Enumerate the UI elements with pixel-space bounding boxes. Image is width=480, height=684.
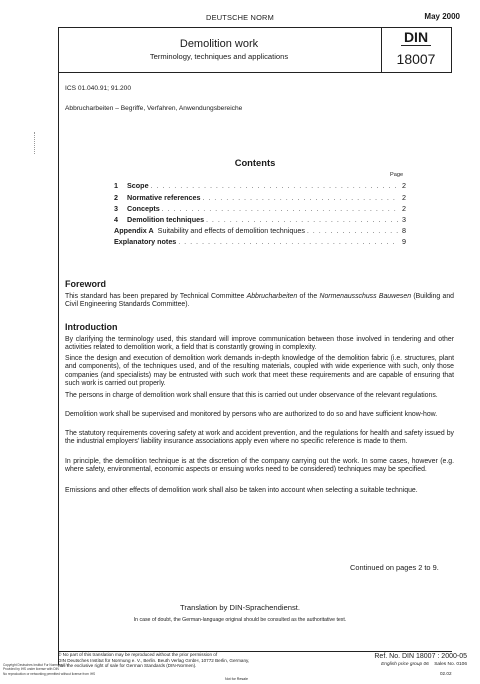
toc-leader (206, 217, 398, 224)
toc-item[interactable] (114, 204, 406, 213)
toc-notes-label: Explanatory notes (114, 237, 177, 246)
reference-number: Ref. No. DIN 18007 : 2000-05 (374, 653, 467, 660)
toc-appendix-title: Suitability and effects of demolition techniques (157, 226, 305, 235)
toc-item[interactable] (114, 215, 406, 224)
toc-item[interactable] (114, 181, 406, 190)
document-subtitle: Terminology, techniques and applications (149, 52, 289, 61)
issue-date: May 2000 (424, 12, 460, 21)
sales-number: Sales No. 0106 (434, 662, 467, 667)
toc-item-page: 2 (402, 181, 406, 190)
introduction-paragraph: The statutory requirements covering safety at work and accident prevention, and the regulations for health and safety issued by the industrial employers’ liability insurance associations apply even where no specific reference is made to them. (65, 430, 454, 446)
toc-item-number: 1 (114, 181, 118, 190)
foreword-text-part: This standard has been prepared by Technical Committee (65, 293, 247, 300)
german-title: Abbrucharbeiten – Begriffe, Verfahren, Anwendungsbereiche (65, 105, 243, 112)
license-line: Copyright Deutsches Institut Fur Normung E.V. (3, 663, 70, 667)
margin-marks (34, 132, 36, 154)
toc-item-number: 4 (114, 215, 118, 224)
toc-item-number: 3 (114, 204, 118, 213)
toc-item-label: Demolition techniques (127, 215, 205, 224)
toc-item[interactable] (114, 193, 406, 202)
toc-leader (151, 183, 398, 190)
translation-credit: Translation by DIN-Sprachendienst. (179, 603, 300, 612)
foreword-text (65, 293, 454, 310)
toc-appendix-page: 8 (402, 226, 406, 235)
committee-name: Abbrucharbeiten (246, 293, 298, 300)
toc-item-label: Normative references (127, 193, 201, 202)
introduction-paragraph: The persons in charge of demolition work shall ensure that this is carried out under observance of the relevant regulations. (65, 392, 438, 399)
toc-item-page: 3 (402, 215, 406, 224)
license-line: Provided by IHS under license with DIN (3, 667, 59, 671)
toc-item-number: 2 (114, 193, 118, 202)
license-line: No reproduction or networking permitted without license from IHS (3, 672, 96, 676)
toc-leader (307, 228, 398, 235)
foreword-heading: Foreword (65, 279, 107, 289)
din-logo-text: DIN (401, 29, 431, 46)
standard-number: 18007 (396, 51, 436, 67)
toc-notes-page: 9 (402, 237, 406, 246)
price-info (345, 662, 467, 667)
toc-leader (203, 195, 398, 202)
copyright-notice (58, 652, 249, 669)
copyright-line: has the exclusive right of sale for German Standards (DIN-Normen). (58, 663, 197, 669)
introduction-paragraph: Demolition work shall be supervised and monitored by persons who are authorized to do so and have sufficient know-how. (65, 411, 438, 418)
toc-notes[interactable] (114, 237, 406, 246)
toc-item-page: 2 (402, 193, 406, 202)
copyright-line: DIN Deutsches Institut für Normung e. V., Berlin. Beuth Verlag GmbH, 10772 Berlin, Germany, (58, 657, 250, 663)
standards-body-name: Normenausschuss Bauwesen (319, 293, 412, 300)
din-logo (380, 31, 452, 44)
document-title: Demolition work (179, 38, 259, 50)
toc-appendix[interactable] (114, 226, 406, 235)
edition-code: 02.02 (440, 671, 452, 676)
toc-item-label: Scope (127, 181, 149, 190)
page-column-label: Page (390, 172, 404, 178)
not-for-resale: Not for Resale (225, 677, 248, 681)
introduction-paragraph: Since the design and execution of demolition work demands in-depth knowledge of the demolition fabric (i.e. structures, plant and components), of the techniques used, and of the resulting materials, coupled with wide experience with such, only those companies (and specialists) may be entrusted with such work that meet these requirements and are capable of ensuring that such work is carried out properly. (65, 355, 454, 388)
document-type-label: DEUTSCHE NORM (206, 13, 274, 22)
contents-heading: Contents (234, 157, 276, 168)
toc-appendix-label: Appendix A (114, 226, 154, 235)
ics-code: ICS 01.040.91; 91.200 (65, 85, 131, 92)
copyright-line: © No part of this translation may be reproduced without the prior permission of (58, 652, 218, 657)
introduction-paragraph: Emissions and other effects of demolition work shall also be taken into account when selecting a suitable technique. (65, 487, 418, 494)
continuation-note: Continued on pages 2 to 9. (350, 563, 439, 572)
foreword-text-part: (Building and Civil Engineering Standards Committee). (65, 293, 454, 309)
toc-leader (178, 239, 398, 246)
toc-item-label: Concepts (127, 204, 160, 213)
introduction-paragraph: In principle, the demolition technique is at the discretion of the company carrying out the work. In some cases, however (e.g. where safety, environmental, economic aspects or ensuing works need to be considered) techniques may be specified. (65, 458, 454, 474)
toc-item-page: 2 (402, 204, 406, 213)
authoritative-text-note: In case of doubt, the German-language original should be consulted as the authoritative text. (133, 617, 347, 623)
price-group: English price group 06 (381, 662, 429, 667)
foreword-text-part: of the (297, 293, 320, 300)
toc-leader (162, 206, 398, 213)
introduction-paragraph: By clarifying the terminology used, this standard will improve communication between those involved in tendering and other activities related to demolition work, a field that is constantly growing in complexity. (65, 336, 454, 352)
introduction-heading: Introduction (65, 322, 118, 332)
